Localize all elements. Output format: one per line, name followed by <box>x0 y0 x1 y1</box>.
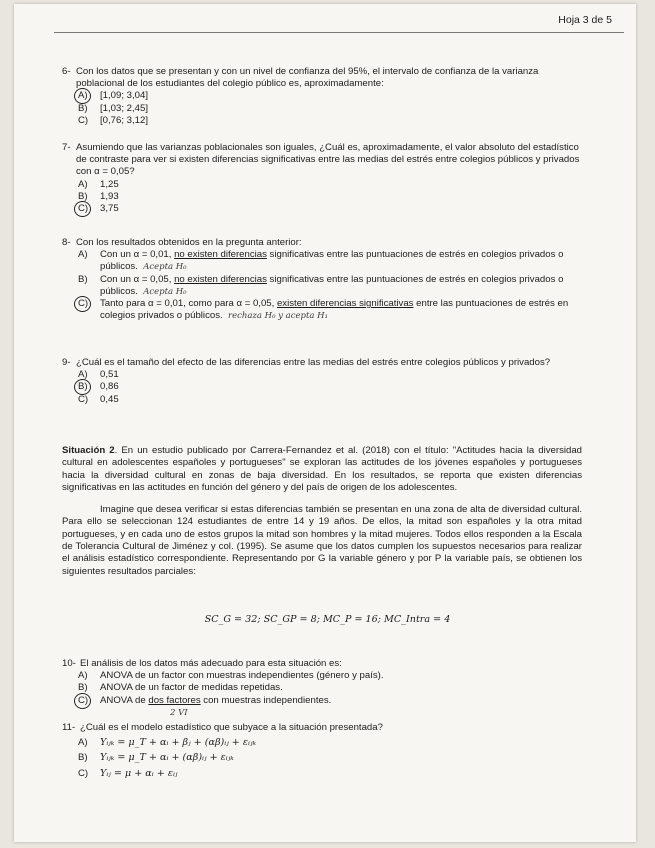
option-letter: A) <box>78 670 88 682</box>
option-text: con muestras independientes. <box>200 694 332 706</box>
option-text: significativas entre las puntuaciones de estrés en colegios privados o públicos. <box>100 273 564 297</box>
option-c <box>62 768 582 780</box>
option-letter-circled: A) <box>78 90 100 102</box>
model-formula: Yᵢⱼₖ = μ_T + αᵢ + (αβ)ᵢⱼ + εᵢⱼₖ <box>100 752 234 764</box>
model-formula: Yᵢⱼₖ = μ_T + αᵢ + βⱼ + (αβ)ᵢⱼ + εᵢⱼₖ <box>100 737 256 749</box>
situation-paragraph-1 <box>62 445 582 494</box>
option-letter: B) <box>78 752 88 764</box>
option-text: Con un α = 0,01, <box>100 249 175 261</box>
question-number: 6- <box>62 66 71 77</box>
handwritten-note: 2 VI <box>170 708 188 718</box>
option-c <box>62 115 582 127</box>
option-a <box>62 90 582 102</box>
option-text: ANOVA de <box>100 694 149 706</box>
option-c <box>62 394 582 406</box>
option-text: 0,86 <box>100 381 119 393</box>
underlined-text: no existen diferencias <box>174 249 267 261</box>
question-8 <box>62 237 582 322</box>
option-b <box>62 103 582 115</box>
option-text: [0,76; 3,12] <box>100 114 149 126</box>
option-letter: B) <box>78 102 88 114</box>
option-letter-circled: C) <box>78 203 100 215</box>
question-number: 8- <box>62 237 71 248</box>
option-letter: C) <box>78 114 89 126</box>
option-text: significativas entre las puntuaciones de estrés en colegios privados o públicos. <box>100 249 564 273</box>
option-text: ANOVA de un factor de medidas repetidas. <box>100 682 283 694</box>
option-a <box>62 179 582 191</box>
option-c <box>62 298 582 322</box>
situation-title: Situación 2 <box>62 445 115 456</box>
question-stem: ¿Cuál es el tamaño del efecto de las diferencias entre las medias del estrés entre colegios públicos y privados? <box>76 357 551 368</box>
exam-page <box>14 4 636 842</box>
option-text: 0,45 <box>100 393 119 405</box>
option-text: 3,75 <box>100 203 119 215</box>
option-letter: C) <box>78 767 89 779</box>
situation-2 <box>62 445 582 578</box>
question-number: 7- <box>62 142 71 153</box>
option-text: [1,03; 2,45] <box>100 102 149 114</box>
question-9 <box>62 357 582 406</box>
option-b <box>62 752 582 764</box>
option-c <box>62 695 582 707</box>
question-stem: Asumiendo que las varianzas poblacionales son iguales, ¿Cuál es, aproximadamente, el valor absoluto del estadístico de contraste para ver si existen diferencias significativas entre las medias del estrés entre colegios públicos y privados con α = 0,05? <box>76 142 580 178</box>
option-letter: C) <box>78 393 89 405</box>
situation-paragraph-2: Imagine que desea verificar si estas diferencias también se presentan en una zona de alta de diversidad cultural. Para ello se seleccionan 124 estudiantes de entre 14 y 19 años. De ellos, la mitad son españoles y la otra mitad portugueses, y en cada uno de estos grupos la mitad son hombres y la mitad mujeres. Todos ellos responden a la Escala de Tolerancia Cultural de Jiménez y col. (1995). Se asume que los datos cumplen los supuestos necesarios para realizar el análisis estadístico correspondiente. Representando por G la variable género y por P la variable país, se obtienen los siguientes resultados parciales: <box>62 504 582 577</box>
option-a <box>62 369 582 381</box>
header-divider <box>54 32 624 33</box>
option-text: [1,09; 3,04] <box>100 90 149 102</box>
option-text: Tanto para α = 0,01, como para α = 0,05, <box>100 298 277 310</box>
option-letter: A) <box>78 178 88 190</box>
option-letter: B) <box>78 682 88 694</box>
option-b <box>62 274 582 298</box>
option-text: entre las puntuaciones de estrés en colegios privados o públicos. <box>100 298 569 322</box>
option-text: 1,93 <box>100 190 119 202</box>
question-stem: El análisis de los datos más adecuado para esta situación es: <box>80 658 342 669</box>
option-letter: B) <box>78 190 88 202</box>
option-a <box>62 737 582 749</box>
underlined-text: dos factores <box>148 694 201 706</box>
option-letter: A) <box>78 369 88 381</box>
option-c <box>62 203 582 215</box>
question-number: 10- <box>62 658 76 669</box>
option-b <box>62 191 582 203</box>
option-text: 1,25 <box>100 178 119 190</box>
option-letter-circled: C) <box>78 298 100 322</box>
underlined-text: existen diferencias significativas <box>276 298 414 310</box>
option-a <box>62 249 582 273</box>
option-letter-circled: C) <box>78 695 100 707</box>
handwritten-note: rechaza H₀ y acepta H₁ <box>228 311 328 322</box>
situation-text: . En un estudio publicado por Carrera-Fernandez et al. (2018) con el título: "Actitudes hacia la diversidad cultural en adolescentes españoles y portugueses" se exploran las actitudes de los jóvenes españoles y portugueses hacia la diversidad cultural en zonas de baja diversidad. En los resultados, se reporta que existen diferencias significativas en las actitudes en función del género y del país de origen de los adolescentes. <box>62 445 583 493</box>
option-b <box>62 381 582 393</box>
page-number: Hoja 3 de 5 <box>558 14 612 26</box>
question-6 <box>62 66 582 127</box>
option-letter-circled: B) <box>78 381 100 393</box>
handwritten-note: Acepta H₀ <box>143 262 187 273</box>
partial-results-formula: SC_G = 32; SC_GP = 8; MC_P = 16; MC_Intra = 4 <box>204 614 451 625</box>
option-text: Con un α = 0,05, <box>100 273 175 285</box>
option-letter: A) <box>78 249 88 261</box>
question-11 <box>62 722 582 780</box>
question-stem: Con los datos que se presentan y con un nivel de confianza del 95%, el intervalo de confianza de la varianza poblacional de los estudiantes del colegio público es, aproximadamente: <box>76 66 539 90</box>
option-a <box>62 670 582 682</box>
option-text: 0,51 <box>100 369 119 381</box>
question-7 <box>62 142 582 215</box>
question-10 <box>62 658 582 707</box>
question-stem: Con los resultados obtenidos en la pregunta anterior: <box>76 237 302 248</box>
option-letter: A) <box>78 737 88 749</box>
question-number: 9- <box>62 357 71 368</box>
question-stem: ¿Cuál es el modelo estadístico que subyace a la situación presentada? <box>80 722 383 733</box>
model-formula: Yᵢⱼ = μ + αᵢ + εᵢⱼ <box>100 767 178 779</box>
question-number: 11- <box>62 722 76 733</box>
option-b <box>62 682 582 694</box>
option-text: ANOVA de un factor con muestras independientes (género y país). <box>100 670 384 682</box>
option-letter: B) <box>78 273 88 285</box>
underlined-text: no existen diferencias <box>174 273 267 285</box>
handwritten-note: Acepta H₀ <box>143 286 187 297</box>
